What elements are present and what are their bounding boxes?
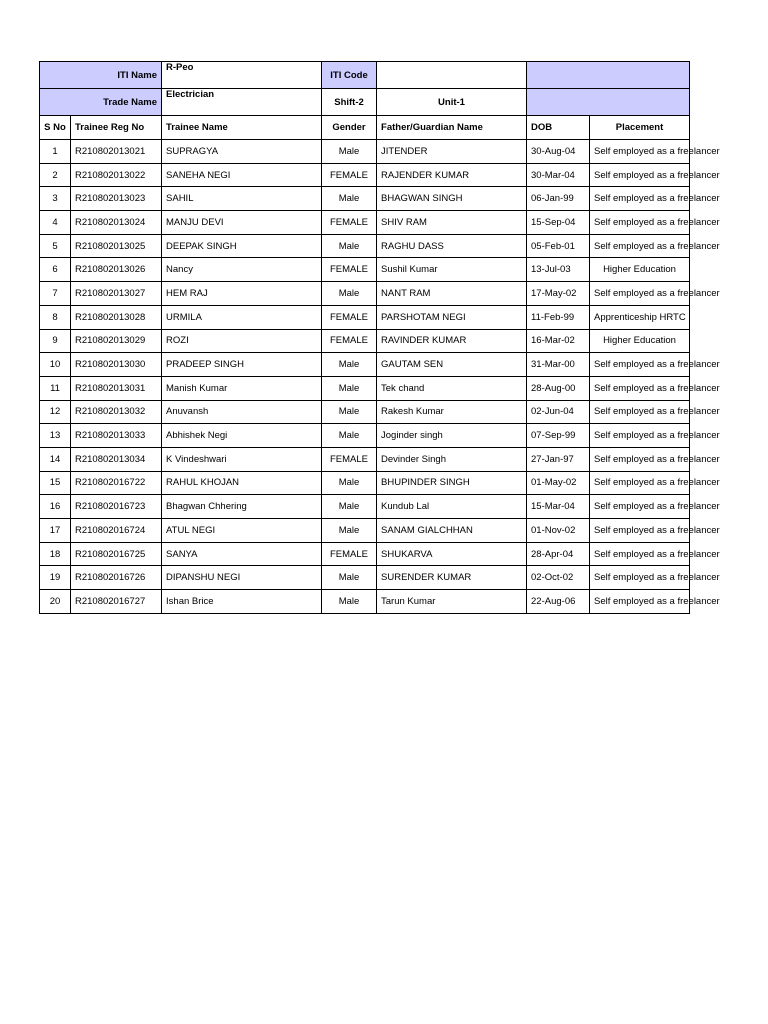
cell-reg-no: R210802013026 xyxy=(71,258,162,282)
cell-gender: FEMALE xyxy=(322,447,377,471)
cell-father-name: Devinder Singh xyxy=(377,447,527,471)
cell-gender: Male xyxy=(322,234,377,258)
cell-trainee-name: Manish Kumar xyxy=(162,376,322,400)
cell-dob: 30-Aug-04 xyxy=(527,140,590,164)
table-row xyxy=(40,353,690,377)
cell-gender: FEMALE xyxy=(322,305,377,329)
cell-father-name: GAUTAM SEN xyxy=(377,353,527,377)
unit-value: Unit-1 xyxy=(377,89,527,116)
cell-sno: 6 xyxy=(40,258,71,282)
cell-trainee-name: PRADEEP SINGH xyxy=(162,353,322,377)
cell-father-name: BHAGWAN SINGH xyxy=(377,187,527,211)
cell-gender: Male xyxy=(322,424,377,448)
cell-placement: Self employed as a freelancer xyxy=(590,376,690,400)
cell-reg-no: R210802016727 xyxy=(71,590,162,614)
cell-father-name: SANAM GIALCHHAN xyxy=(377,519,527,543)
table-row xyxy=(40,234,690,258)
cell-reg-no: R210802013033 xyxy=(71,424,162,448)
cell-father-name: Tek chand xyxy=(377,376,527,400)
col-reg-no: Trainee Reg No xyxy=(71,116,162,140)
cell-gender: Male xyxy=(322,400,377,424)
column-header-row xyxy=(40,116,690,140)
cell-trainee-name: SAHIL xyxy=(162,187,322,211)
cell-reg-no: R210802016722 xyxy=(71,471,162,495)
cell-gender: FEMALE xyxy=(322,258,377,282)
table-row xyxy=(40,519,690,543)
cell-sno: 11 xyxy=(40,376,71,400)
cell-reg-no: R210802013021 xyxy=(71,140,162,164)
cell-reg-no: R210802016726 xyxy=(71,566,162,590)
cell-sno: 2 xyxy=(40,163,71,187)
table-row xyxy=(40,471,690,495)
cell-placement: Self employed as a freelancer xyxy=(590,400,690,424)
cell-father-name: Joginder singh xyxy=(377,424,527,448)
cell-dob: 07-Sep-99 xyxy=(527,424,590,448)
cell-trainee-name: K Vindeshwari xyxy=(162,447,322,471)
cell-placement: Higher Education xyxy=(590,329,690,353)
cell-sno: 7 xyxy=(40,282,71,306)
cell-gender: Male xyxy=(322,140,377,164)
cell-dob: 05-Feb-01 xyxy=(527,234,590,258)
table-row xyxy=(40,211,690,235)
cell-father-name: Sushil Kumar xyxy=(377,258,527,282)
table-row xyxy=(40,542,690,566)
cell-trainee-name: RAHUL KHOJAN xyxy=(162,471,322,495)
cell-dob: 06-Jan-99 xyxy=(527,187,590,211)
trainee-placement-table xyxy=(39,61,720,614)
cell-placement: Self employed as a freelancer xyxy=(590,447,690,471)
cell-dob: 15-Mar-04 xyxy=(527,495,590,519)
table-row xyxy=(40,305,690,329)
cell-placement: Self employed as a freelancer xyxy=(590,353,690,377)
cell-sno: 14 xyxy=(40,447,71,471)
table-row xyxy=(40,282,690,306)
cell-father-name: SHIV RAM xyxy=(377,211,527,235)
cell-reg-no: R210802013028 xyxy=(71,305,162,329)
cell-father-name: RAJENDER KUMAR xyxy=(377,163,527,187)
cell-placement: Self employed as a freelancer xyxy=(590,211,690,235)
cell-dob: 01-Nov-02 xyxy=(527,519,590,543)
cell-gender: Male xyxy=(322,566,377,590)
cell-reg-no: R210802013029 xyxy=(71,329,162,353)
trade-name-row xyxy=(40,89,690,116)
cell-dob: 31-Mar-00 xyxy=(527,353,590,377)
cell-sno: 12 xyxy=(40,400,71,424)
cell-dob: 11-Feb-99 xyxy=(527,305,590,329)
cell-dob: 15-Sep-04 xyxy=(527,211,590,235)
cell-placement: Self employed as a freelancer xyxy=(590,140,690,164)
cell-gender: Male xyxy=(322,282,377,306)
cell-placement: Self employed as a freelancer xyxy=(590,471,690,495)
cell-sno: 19 xyxy=(40,566,71,590)
table-row xyxy=(40,495,690,519)
cell-reg-no: R210802013025 xyxy=(71,234,162,258)
cell-trainee-name: HEM RAJ xyxy=(162,282,322,306)
table-row xyxy=(40,566,690,590)
cell-sno: 16 xyxy=(40,495,71,519)
cell-sno: 1 xyxy=(40,140,71,164)
cell-trainee-name: SANEHA NEGI xyxy=(162,163,322,187)
cell-father-name: BHUPINDER SINGH xyxy=(377,471,527,495)
cell-trainee-name: ATUL NEGI xyxy=(162,519,322,543)
cell-reg-no: R210802016724 xyxy=(71,519,162,543)
cell-trainee-name: Nancy xyxy=(162,258,322,282)
iti-header-blank xyxy=(527,62,690,89)
cell-father-name: RAGHU DASS xyxy=(377,234,527,258)
cell-gender: Male xyxy=(322,519,377,543)
col-trainee-name: Trainee Name xyxy=(162,116,322,140)
cell-gender: FEMALE xyxy=(322,211,377,235)
cell-trainee-name: Bhagwan Chhering xyxy=(162,495,322,519)
cell-sno: 15 xyxy=(40,471,71,495)
cell-dob: 30-Mar-04 xyxy=(527,163,590,187)
cell-trainee-name: Abhishek Negi xyxy=(162,424,322,448)
cell-trainee-name: MANJU DEVI xyxy=(162,211,322,235)
iti-name-label: ITI Name xyxy=(40,62,162,89)
cell-placement: Self employed as a freelancer xyxy=(590,282,690,306)
col-gender: Gender xyxy=(322,116,377,140)
col-dob: DOB xyxy=(527,116,590,140)
cell-dob: 01-May-02 xyxy=(527,471,590,495)
cell-trainee-name: URMILA xyxy=(162,305,322,329)
cell-sno: 5 xyxy=(40,234,71,258)
cell-reg-no: R210802016723 xyxy=(71,495,162,519)
cell-gender: Male xyxy=(322,471,377,495)
cell-reg-no: R210802013031 xyxy=(71,376,162,400)
cell-dob: 16-Mar-02 xyxy=(527,329,590,353)
cell-father-name: PARSHOTAM NEGI xyxy=(377,305,527,329)
cell-dob: 02-Jun-04 xyxy=(527,400,590,424)
cell-gender: FEMALE xyxy=(322,163,377,187)
cell-gender: Male xyxy=(322,353,377,377)
cell-father-name: SHUKARVA xyxy=(377,542,527,566)
cell-trainee-name: SUPRAGYA xyxy=(162,140,322,164)
cell-placement: Self employed as a freelancer xyxy=(590,424,690,448)
cell-trainee-name: DEEPAK SINGH xyxy=(162,234,322,258)
iti-code-value xyxy=(377,62,527,89)
col-placement: Placement xyxy=(590,116,690,140)
cell-placement: Self employed as a freelancer xyxy=(590,495,690,519)
cell-dob: 17-May-02 xyxy=(527,282,590,306)
iti-name-row xyxy=(40,62,690,89)
cell-placement: Self employed as a freelancer xyxy=(590,566,690,590)
cell-sno: 8 xyxy=(40,305,71,329)
trade-name-label: Trade Name xyxy=(40,89,162,116)
cell-father-name: RAVINDER KUMAR xyxy=(377,329,527,353)
cell-father-name: JITENDER xyxy=(377,140,527,164)
cell-dob: 28-Apr-04 xyxy=(527,542,590,566)
cell-trainee-name: Anuvansh xyxy=(162,400,322,424)
cell-placement: Apprenticeship HRTC xyxy=(590,305,690,329)
cell-father-name: SURENDER KUMAR xyxy=(377,566,527,590)
cell-sno: 9 xyxy=(40,329,71,353)
cell-sno: 20 xyxy=(40,590,71,614)
cell-placement: Self employed as a freelancer xyxy=(590,163,690,187)
cell-reg-no: R210802013034 xyxy=(71,447,162,471)
cell-placement: Self employed as a freelancer xyxy=(590,519,690,543)
cell-sno: 4 xyxy=(40,211,71,235)
cell-placement: Self employed as a freelancer xyxy=(590,187,690,211)
cell-reg-no: R210802013024 xyxy=(71,211,162,235)
cell-dob: 22-Aug-06 xyxy=(527,590,590,614)
cell-gender: FEMALE xyxy=(322,329,377,353)
cell-dob: 27-Jan-97 xyxy=(527,447,590,471)
table-row xyxy=(40,140,690,164)
cell-placement: Self employed as a freelancer xyxy=(590,542,690,566)
cell-reg-no: R210802013022 xyxy=(71,163,162,187)
cell-father-name: Tarun Kumar xyxy=(377,590,527,614)
cell-reg-no: R210802013023 xyxy=(71,187,162,211)
table-row xyxy=(40,424,690,448)
cell-gender: FEMALE xyxy=(322,542,377,566)
cell-dob: 02-Oct-02 xyxy=(527,566,590,590)
table-row xyxy=(40,329,690,353)
cell-reg-no: R210802013032 xyxy=(71,400,162,424)
col-father-name: Father/Guardian Name xyxy=(377,116,527,140)
cell-father-name: Kundub Lal xyxy=(377,495,527,519)
col-sno: S No xyxy=(40,116,71,140)
table-row xyxy=(40,187,690,211)
cell-placement: Higher Education xyxy=(590,258,690,282)
cell-placement: Self employed as a freelancer xyxy=(590,590,690,614)
cell-father-name: Rakesh Kumar xyxy=(377,400,527,424)
iti-name-value: R-Peo xyxy=(162,62,322,89)
cell-reg-no: R210802016725 xyxy=(71,542,162,566)
cell-dob: 28-Aug-00 xyxy=(527,376,590,400)
cell-reg-no: R210802013030 xyxy=(71,353,162,377)
cell-gender: Male xyxy=(322,590,377,614)
cell-sno: 18 xyxy=(40,542,71,566)
iti-code-label: ITI Code xyxy=(322,62,377,89)
cell-trainee-name: DIPANSHU NEGI xyxy=(162,566,322,590)
cell-placement: Self employed as a freelancer xyxy=(590,234,690,258)
cell-sno: 3 xyxy=(40,187,71,211)
table-row xyxy=(40,447,690,471)
shift-value: Shift-2 xyxy=(322,89,377,116)
cell-sno: 13 xyxy=(40,424,71,448)
table-row xyxy=(40,163,690,187)
trade-header-blank xyxy=(527,89,690,116)
cell-sno: 17 xyxy=(40,519,71,543)
table-row xyxy=(40,258,690,282)
cell-trainee-name: ROZI xyxy=(162,329,322,353)
cell-dob: 13-Jul-03 xyxy=(527,258,590,282)
table-row xyxy=(40,590,690,614)
cell-trainee-name: SANYA xyxy=(162,542,322,566)
cell-father-name: NANT RAM xyxy=(377,282,527,306)
cell-gender: Male xyxy=(322,187,377,211)
cell-trainee-name: Ishan Brice xyxy=(162,590,322,614)
table-row xyxy=(40,400,690,424)
cell-reg-no: R210802013027 xyxy=(71,282,162,306)
cell-gender: Male xyxy=(322,495,377,519)
trainee-rows xyxy=(40,140,720,614)
trade-name-value: Electrician xyxy=(162,89,322,116)
table-row xyxy=(40,376,690,400)
cell-sno: 10 xyxy=(40,353,71,377)
cell-gender: Male xyxy=(322,376,377,400)
